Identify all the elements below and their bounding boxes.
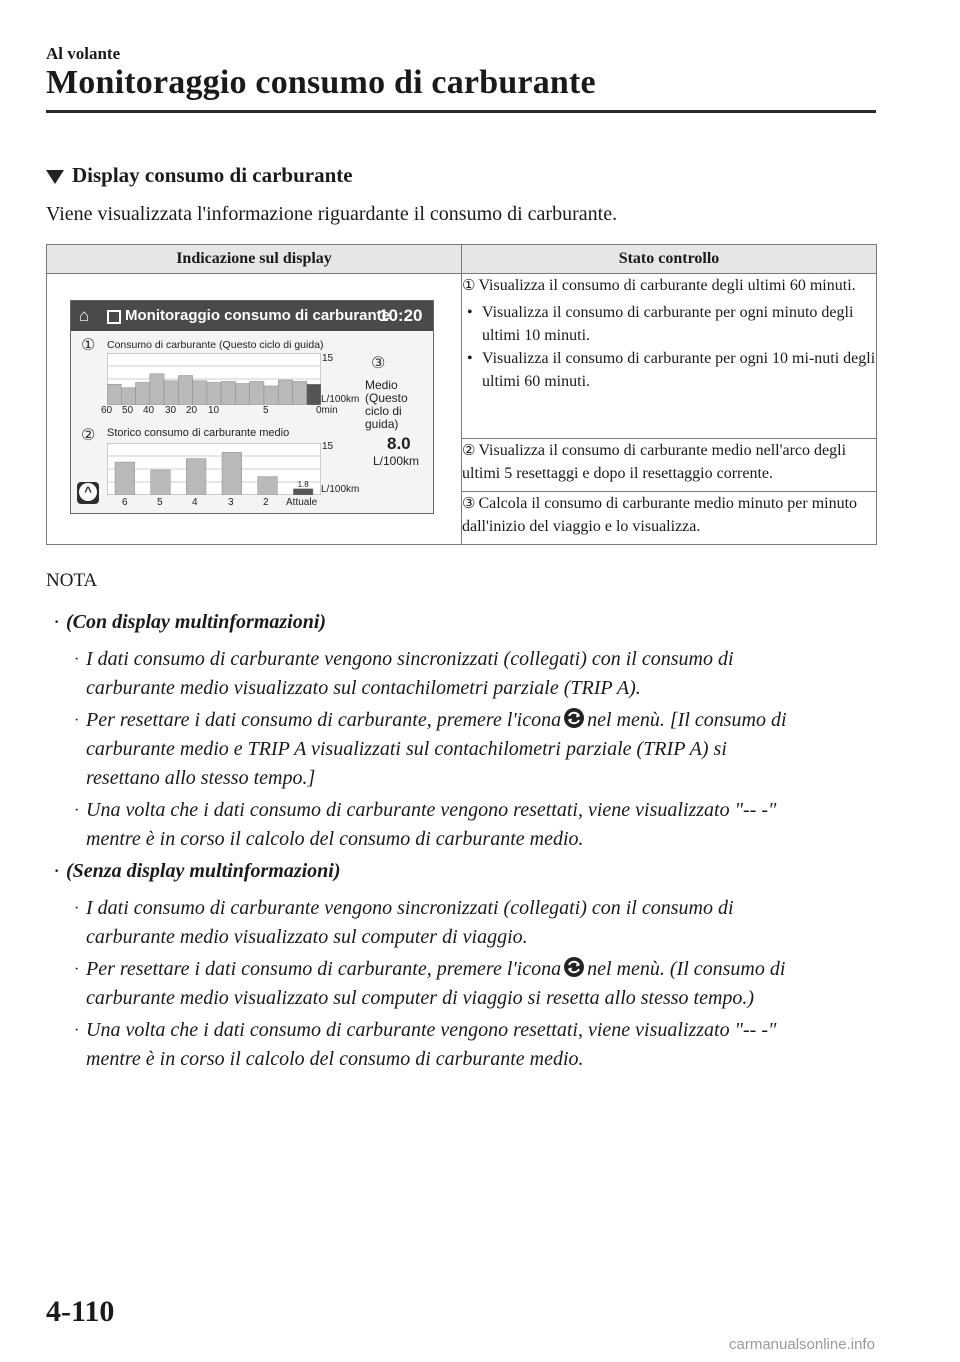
sync-icon	[563, 707, 585, 729]
graph2-tick: 2	[263, 497, 269, 508]
medio-label: Medio (Questo ciclo di guida)	[365, 378, 408, 431]
note-line: mentre è in corso il calcolo del consumo di carburante medio.	[86, 828, 584, 850]
status-row-3	[462, 492, 877, 545]
note-line: mentre è in corso il calcolo del consumo di carburante medio.	[86, 1048, 584, 1070]
status-row-2	[462, 439, 877, 492]
note-line: · Una volta che i dati consumo di carburante vengono resettati, viene visualizzato "-- -"	[74, 799, 777, 821]
reset-button[interactable]	[77, 482, 99, 504]
note-line: carburante medio visualizzato sul contachilometri parziale (TRIP A).	[86, 677, 641, 699]
chart-bar	[151, 470, 171, 495]
chart-bar	[221, 381, 235, 405]
graph1-title: Consumo di carburante (Questo ciclo di guida)	[107, 339, 324, 351]
graph1-tick: 0min	[316, 405, 338, 416]
graph1-tick: 20	[186, 405, 198, 416]
graph2-tick: Attuale	[286, 497, 318, 508]
status-row-2-text: Visualizza il consumo di carburante medio nell'arco degli ultimi 5 resettaggi e dopo il resettaggio corrente.	[462, 442, 847, 483]
graph2-title: Storico consumo di carburante medio	[107, 427, 290, 439]
chart-bar	[136, 382, 150, 405]
graph1-tick: 10	[208, 405, 220, 416]
chart-bar	[121, 388, 135, 405]
chart-bar	[193, 381, 207, 405]
page-title: Monitoraggio consumo di carburante	[46, 64, 596, 101]
chart-bar	[107, 384, 121, 405]
status-row-1	[462, 274, 877, 439]
display-screen	[70, 300, 434, 514]
graph2-unit: L/100km	[321, 484, 360, 495]
circled-number-3-icon: ③	[462, 494, 476, 513]
page-number: 4-110	[46, 1295, 115, 1328]
medio-unit: L/100km	[373, 454, 420, 468]
circled-number-2-icon: ②	[462, 441, 476, 460]
note-line: carburante medio visualizzato sul computer di viaggio si resetta allo stesso tempo.)	[86, 987, 755, 1009]
chart-bar	[150, 374, 164, 405]
screen-title-bar	[71, 301, 433, 331]
chart-bar	[278, 380, 292, 405]
section-label: Al volante	[46, 44, 121, 63]
note-heading: NOTA	[46, 570, 98, 591]
triangle-marker-icon	[46, 170, 64, 184]
sync-icon	[563, 956, 585, 978]
graph1-ymax: 15	[322, 353, 334, 364]
note-line: · Per resettare i dati consumo di carburante, premere l'icona nel menù. [Il consumo di	[74, 709, 787, 731]
header-divider	[46, 110, 876, 113]
graph1-tick: 40	[143, 405, 155, 416]
app-icon	[107, 310, 121, 324]
graph2-tick: 5	[157, 497, 163, 508]
graph1-tick: 50	[122, 405, 134, 416]
bar-data-label: 1.8	[297, 479, 309, 489]
chart-bar	[164, 381, 178, 405]
subsection-title: Display consumo di carburante	[72, 163, 353, 187]
chevron-up-icon: ^	[79, 483, 97, 501]
graph1-tick: 5	[263, 405, 269, 416]
note-line: · I dati consumo di carburante vengono sincronizzati (collegati) con il consumo di	[74, 897, 734, 919]
chart-bar	[258, 477, 278, 495]
intro-text: Viene visualizzata l'informazione riguardante il consumo di carburante.	[46, 203, 618, 225]
chart-bar	[235, 384, 249, 405]
chart-bar	[292, 381, 306, 405]
medio-value: 8.0	[387, 434, 411, 453]
callout-3: ③	[371, 353, 386, 372]
home-icon[interactable]: ⌂	[79, 306, 90, 325]
chart-bar	[178, 376, 192, 405]
graph2-ymax: 15	[322, 441, 334, 452]
chart-bar	[293, 489, 313, 495]
graph2-tick: 3	[228, 497, 234, 508]
graph2-tick: 4	[192, 497, 198, 508]
graph1-unit: L/100km	[321, 394, 360, 405]
note-line: · Una volta che i dati consumo di carburante vengono resettati, viene visualizzato "-- -"	[74, 1019, 777, 1041]
callout-2: ②	[81, 425, 96, 444]
note-group-1-title: · (Con display multinformazioni)	[54, 611, 327, 633]
graph1-chart	[107, 353, 321, 405]
chart-bar	[207, 382, 221, 405]
note-line: resettano allo stesso tempo.]	[86, 767, 316, 789]
graph1-tick: 30	[165, 405, 177, 416]
chart-bar	[115, 462, 135, 495]
list-item: • Visualizza il consumo di carburante per ogni minuto degli ultimi 10 minuti.	[467, 304, 854, 344]
list-item: • Visualizza il consumo di carburante per ogni 10 mi-nuti degli ultimi 60 minuti.	[467, 350, 876, 390]
status-row-1-text: Visualizza il consumo di carburante degli ultimi 60 minuti.	[478, 277, 856, 294]
screen-title: Monitoraggio consumo di carburante	[125, 307, 391, 324]
note-line: carburante medio visualizzato sul computer di viaggio.	[86, 926, 528, 948]
note-line: carburante medio e TRIP A visualizzati sul contachilometri parziale (TRIP A) si	[86, 738, 727, 760]
note-line: · I dati consumo di carburante vengono sincronizzati (collegati) con il consumo di	[74, 648, 734, 670]
watermark: carmanualsonline.info	[729, 1336, 875, 1353]
callout-1: ①	[81, 335, 96, 354]
circled-number-1-icon: ①	[462, 276, 476, 294]
graph1-tick: 60	[101, 405, 113, 416]
subsection-heading	[46, 163, 353, 188]
chart-bar	[186, 459, 206, 495]
note-line: · Per resettare i dati consumo di carburante, premere l'icona nel menù. (Il consumo di	[74, 958, 786, 980]
chart-bar	[307, 384, 321, 405]
note-group-2-title: · (Senza display multinformazioni)	[54, 860, 341, 882]
table-header-status: Stato controllo	[462, 245, 877, 274]
chart-bar	[264, 386, 278, 405]
graph2-tick: 6	[122, 497, 128, 508]
graph2-chart	[107, 443, 321, 495]
table-header-display: Indicazione sul display	[47, 245, 462, 274]
chart-bar	[250, 381, 264, 405]
screen-clock: 10:20	[379, 306, 423, 325]
chart-bar	[222, 452, 242, 495]
status-row-3-text: Calcola il consumo di carburante medio minuto per minuto dall'inizio del viaggio e lo visualizza.	[462, 495, 858, 536]
